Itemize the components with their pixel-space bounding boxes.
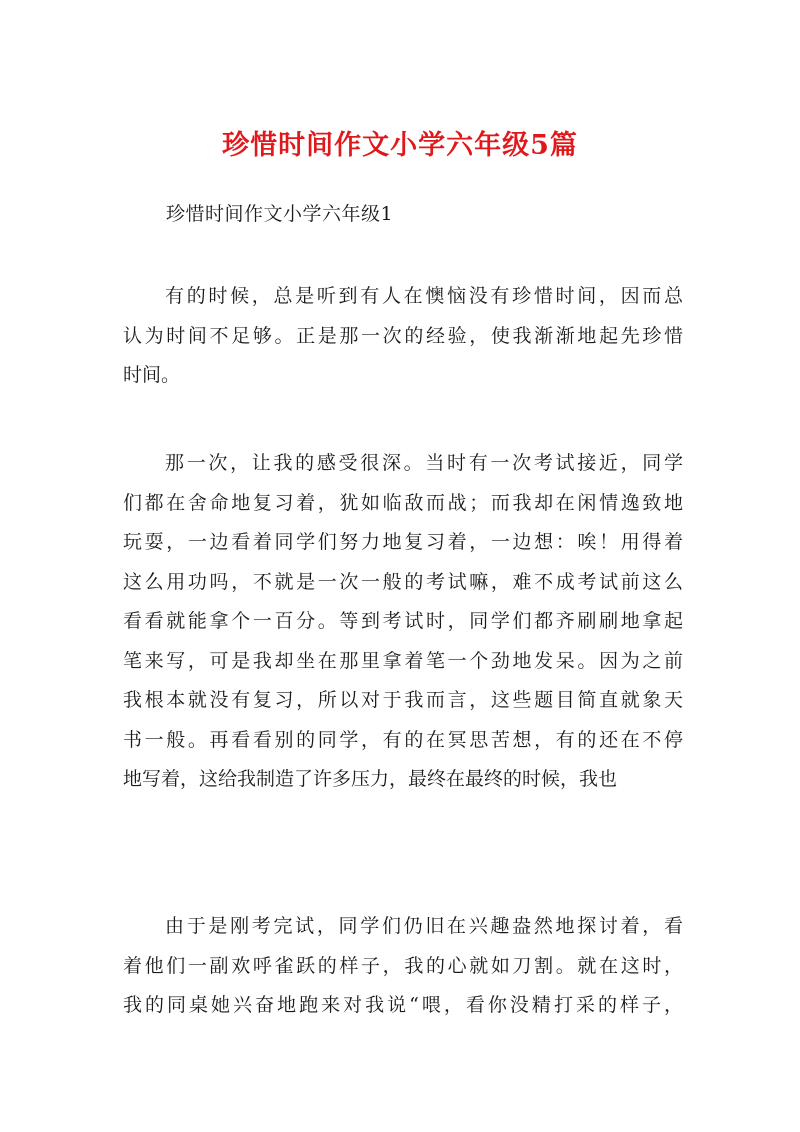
- paragraph-line: 这么用功吗，不就是一次一般的考试嘛，难不成考试前这么: [123, 570, 683, 593]
- paragraph-line: 有的时候，总是听到有人在懊恼没有珍惜时间，因而总: [165, 285, 683, 307]
- paragraph-line: 由于是刚考完试，同学们仍旧在兴趣盎然地探讨着，看: [165, 915, 683, 937]
- paragraph-line: 认为时间不足够。正是那一次的经验，使我渐渐地起先珍惜: [123, 324, 683, 347]
- paragraph-line: 着他们一副欢呼雀跃的样子，我的心就如刀割。就在这时，: [123, 954, 683, 977]
- document-title: 珍惜时间作文小学六年级5篇: [222, 130, 578, 161]
- paragraph-line: 看看就能拿个一百分。等到考试时，同学们都齐刷刷地拿起: [123, 610, 683, 632]
- paragraph-line: 我的同桌她兴奋地跑来对我说“喂，看你没精打采的样子，: [123, 994, 683, 1016]
- paragraph-line: 书一般。再看看别的同学，有的在冥思苦想，有的还在不停: [123, 728, 683, 751]
- paragraph-line: 那一次，让我的感受很深。当时有一次考试接近，同学: [165, 452, 683, 474]
- paragraph-line: 们都在舍命地复习着，犹如临敌而战；而我却在闲情逸致地: [123, 491, 683, 514]
- paragraph-line: 时间。: [123, 364, 181, 386]
- document-subtitle: 珍惜时间作文小学六年级1: [166, 203, 394, 225]
- paragraph-line: 地写着，这给我制造了许多压力，最终在最终的时候，我也: [123, 768, 618, 790]
- paragraph-1: [123, 277, 683, 396]
- paragraph-3: [123, 907, 683, 1026]
- paragraph-line: 我根本就没有复习，所以对于我而言，这些题目简直就象天: [123, 689, 683, 711]
- paragraph-2: [123, 444, 683, 800]
- paragraph-line: 笔来写，可是我却坐在那里拿着笔一个劲地发呆。因为之前: [123, 649, 683, 672]
- paragraph-line: 玩耍，一边看着同学们努力地复习着，一边想：唉！用得着: [123, 531, 683, 553]
